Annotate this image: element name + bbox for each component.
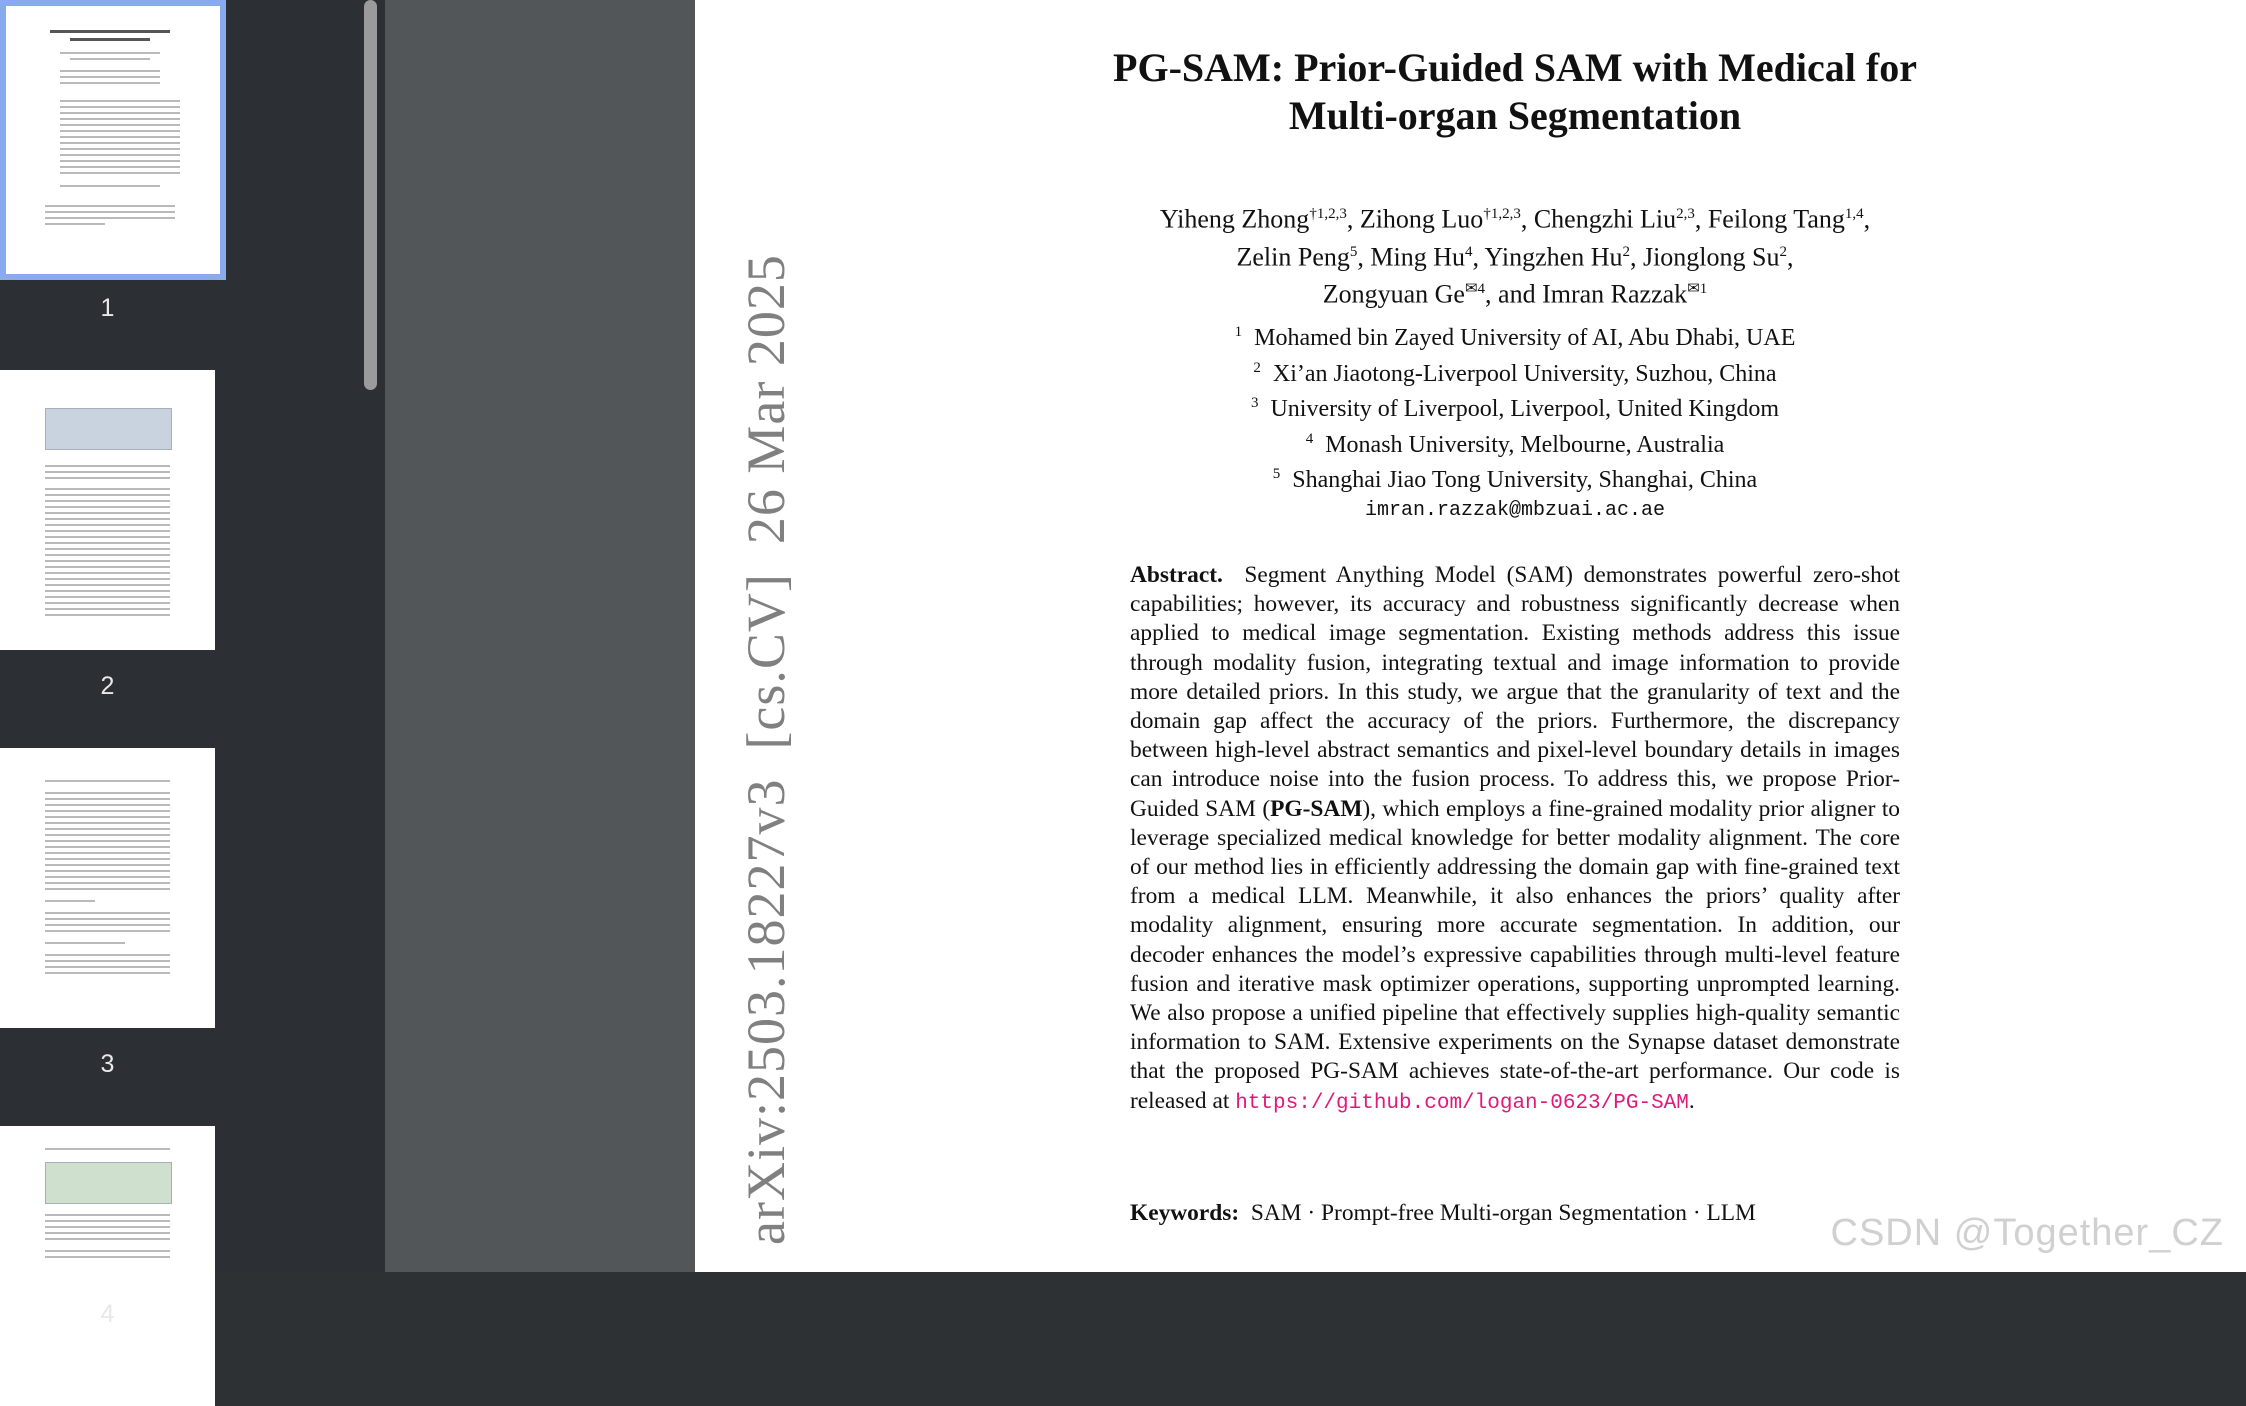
affiliation-text: Shanghai Jiao Tong University, Shanghai, China bbox=[1292, 467, 1758, 493]
affiliation-text: Xi’an Jiaotong-Liverpool University, Suzhou, China bbox=[1272, 360, 1777, 387]
page-thumbnail-1[interactable] bbox=[0, 0, 226, 280]
affiliation-number: 2 bbox=[1253, 359, 1261, 376]
keywords bbox=[1130, 1200, 1930, 1227]
author-name: Feilong Tang bbox=[1707, 204, 1845, 234]
affiliation-text: Monash University, Melbourne, Australia bbox=[1325, 431, 1725, 458]
affiliation-text: University of Liverpool, Liverpool, United Kingdom bbox=[1270, 396, 1780, 422]
affiliation bbox=[1000, 425, 2030, 461]
affiliation-number: 1 bbox=[1234, 324, 1243, 340]
page-number-label: 3 bbox=[100, 1050, 115, 1078]
author-affil: †1,2,3 bbox=[1309, 206, 1347, 222]
author-line bbox=[1000, 236, 2030, 274]
affiliation bbox=[1000, 318, 2030, 354]
title-line-1: PG-SAM: Prior-Guided SAM with Medical for bbox=[1113, 45, 1917, 90]
affiliation-list bbox=[1000, 318, 2030, 525]
author-sep: , bbox=[1787, 242, 1794, 272]
abstract-label: Abstract. bbox=[1130, 562, 1223, 588]
abstract-text-continued: ), which employs a fine-grained modality prior aligner to leverage specialized medical knowledge for better modality alignment. The core of our method lies in efficiently addressing the domain gap with fine-grained text from a medical LLM. Meanwhile, it also enhances the priors’ quality after modality alignment, ensuring more accurate segmentation. In addition, our decoder enhances the model’s expressive capabilities through multi-level feature fusion and iterative mask optimizer operations, supporting unprompted learning. We also propose a unified pipeline that effectively supplies high-quality semantic information to SAM. Extensive experiments on the Synapse dataset demonstrate that the proposed PG-SAM achieves state-of-the-art performance. Our code is released at bbox=[1130, 795, 1901, 1114]
viewer-gutter bbox=[385, 0, 695, 1272]
author-name: Ming Hu bbox=[1370, 242, 1465, 272]
author-name: Yiheng Zhong bbox=[1159, 204, 1310, 234]
abstract bbox=[1130, 561, 1900, 1118]
author-affil: 2 bbox=[1779, 243, 1787, 260]
thumbnail-scrollbar-thumb[interactable] bbox=[364, 0, 377, 390]
author-affil: †1,2,3 bbox=[1483, 206, 1521, 222]
author-affil: ✉1 bbox=[1687, 281, 1708, 298]
watermark: CSDN @Together_CZ bbox=[1830, 1212, 2224, 1254]
author-affil: ✉4 bbox=[1464, 281, 1486, 298]
keywords-label: Keywords: bbox=[1130, 1200, 1240, 1226]
affiliation bbox=[1000, 460, 2030, 496]
author-line bbox=[1000, 198, 2030, 236]
author-sep: , bbox=[1520, 204, 1534, 234]
author-name: Zihong Luo bbox=[1359, 204, 1484, 234]
author-name: Zongyuan Ge bbox=[1322, 279, 1465, 309]
author-affil: 2 bbox=[1622, 243, 1630, 260]
author-sep: , bbox=[1346, 204, 1360, 234]
author-sep: , bbox=[1629, 242, 1643, 272]
affiliation bbox=[1000, 354, 2030, 390]
page-number-label: 1 bbox=[100, 294, 115, 322]
title-line-2: Multi-organ Segmentation bbox=[1288, 93, 1742, 138]
author-sep: , bbox=[1863, 204, 1871, 234]
contact-email: imran.razzak@mbzuai.ac.ae bbox=[1364, 498, 1666, 522]
keywords-text: SAM · Prompt-free Multi-organ Segmentation · LLM bbox=[1250, 1200, 1756, 1226]
author-affil: 1,4 bbox=[1844, 206, 1864, 222]
page-thumbnail-3[interactable] bbox=[0, 748, 215, 1028]
abstract-text: Segment Anything Model (SAM) demonstrates powerful zero-shot capabilities; however, its accuracy and robustness significantly decrease when applied to medical image segmentation. Existing methods address this issue through modality fusion, integrating textual and image information to provide more detailed priors. In this study, we argue that the granularity of text and the domain gap affect the accuracy of the priors. Furthermore, the discrepancy between high-level abstract semantics and pixel-level boundary details in images can introduce noise into the fusion process. To address this, we propose Prior-Guided SAM ( bbox=[1130, 562, 1900, 822]
author-affil: 4 bbox=[1465, 243, 1473, 260]
paper-title bbox=[1000, 44, 2030, 140]
code-link[interactable]: https://github.com/logan-0623/PG-SAM bbox=[1235, 1091, 1689, 1115]
abstract-method-name: PG-SAM bbox=[1270, 795, 1363, 822]
author-sep: , bbox=[1472, 242, 1485, 272]
author-sep: , bbox=[1357, 242, 1371, 272]
author-sep: , bbox=[1694, 204, 1708, 234]
affiliation-number: 3 bbox=[1250, 395, 1259, 411]
affiliation-number: 4 bbox=[1305, 430, 1314, 447]
page-number-label: 2 bbox=[100, 672, 115, 700]
author-list bbox=[1000, 198, 2030, 311]
affiliation-number: 5 bbox=[1272, 466, 1281, 482]
author-line bbox=[1000, 273, 2030, 311]
page-number-label: 4 bbox=[100, 1300, 115, 1328]
page-thumbnail-4[interactable] bbox=[0, 1126, 215, 1406]
author-affil: 2,3 bbox=[1676, 206, 1695, 222]
author-sep: , and bbox=[1485, 279, 1543, 309]
thumbnail-sidebar bbox=[0, 0, 355, 1328]
affiliation bbox=[1000, 389, 2030, 425]
abstract-end: . bbox=[1688, 1087, 1695, 1114]
affiliation-text: Mohamed bin Zayed University of AI, Abu Dhabi, UAE bbox=[1254, 325, 1796, 351]
arxiv-stamp: arXiv:2503.18227v3 [cs.CV] 26 Mar 2025 bbox=[736, 254, 796, 1245]
author-name: Yingzhen Hu bbox=[1484, 242, 1623, 272]
author-name: Chengzhi Liu bbox=[1533, 204, 1677, 234]
page-thumbnail-2[interactable] bbox=[0, 370, 215, 650]
author-affil: 5 bbox=[1349, 243, 1358, 260]
author-name: Jionglong Su bbox=[1642, 242, 1780, 272]
author-name: Zelin Peng bbox=[1236, 242, 1350, 272]
author-name: Imran Razzak bbox=[1542, 279, 1688, 309]
